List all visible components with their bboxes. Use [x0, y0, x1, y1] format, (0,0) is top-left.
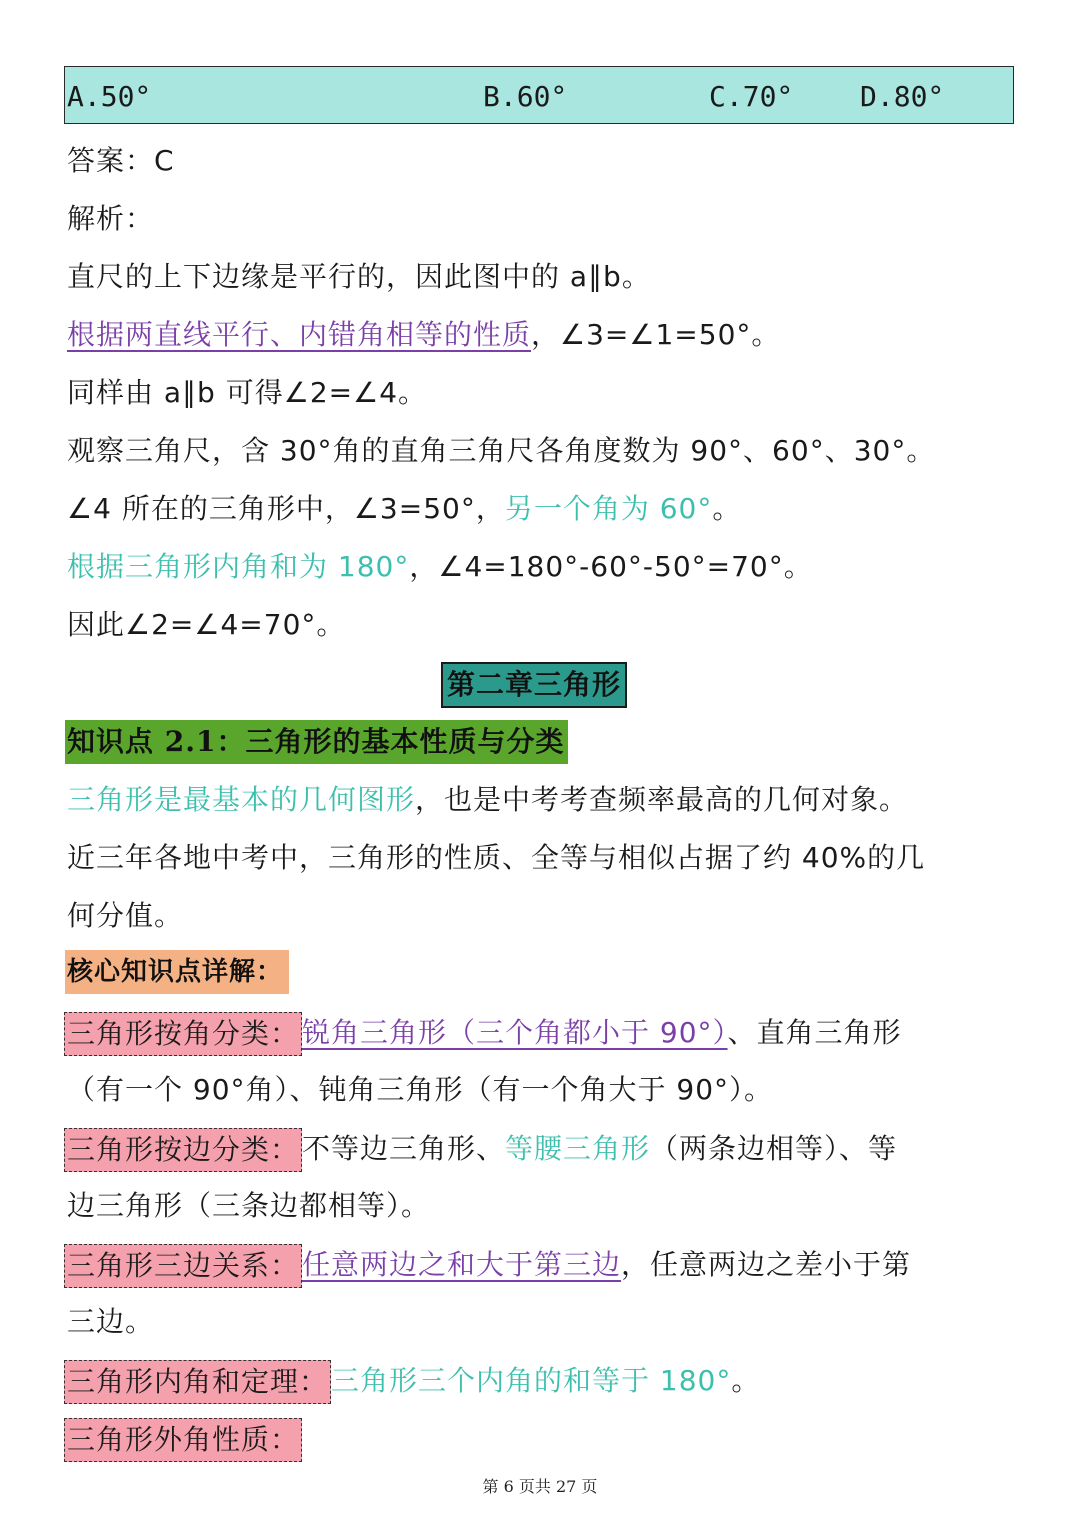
side-classification-b: （两条边相等）、等 — [650, 1132, 898, 1165]
angle-sum-text: 三角形三个内角的和等于 180° — [331, 1364, 732, 1397]
knowledge-point-title: 知识点 2.1：三角形的基本性质与分类 — [65, 720, 568, 764]
three-sides-relation — [67, 1244, 911, 1288]
analysis-line-7: 因此∠2=∠4=70°。 — [67, 608, 346, 641]
angle-sum-tag: 三角形内角和定理： — [64, 1360, 331, 1404]
angle-classification-rest: 、直角三角形 — [727, 1016, 902, 1049]
acute-triangle-text: 锐角三角形（三个角都小于 90°） — [302, 1016, 728, 1049]
core-knowledge-title: 核心知识点详解： — [65, 950, 289, 994]
answer-line: 答案：C — [67, 144, 175, 177]
analysis-label: 解析： — [67, 202, 155, 235]
angle-classification-tag: 三角形按角分类： — [64, 1012, 302, 1056]
angle-classification — [67, 1012, 902, 1056]
intro-highlight: 三角形是最基本的几何图形 — [67, 783, 416, 816]
angle-sum-theorem — [67, 1360, 760, 1404]
analysis-line-5-b: 。 — [712, 492, 742, 525]
side-classification — [67, 1128, 897, 1172]
option-a: A.50° — [67, 80, 152, 113]
chapter-title: 第二章三角形 — [441, 662, 627, 708]
triangle-inequality-text: 任意两边之和大于第三边 — [302, 1248, 622, 1281]
intro-line-2: 近三年各地中考中，三角形的性质、全等与相似占据了约 40%的几 — [67, 841, 926, 874]
intro-line-1-rest: ，也是中考考查频率最高的几何对象。 — [415, 783, 909, 816]
analysis-line-6-highlight: 根据三角形内角和为 180° — [67, 550, 410, 583]
analysis-line-2 — [67, 315, 780, 355]
analysis-line-5 — [67, 489, 741, 529]
parallel-property-text: 根据两直线平行、内错角相等的性质 — [67, 318, 532, 351]
exterior-angle-tag: 三角形外角性质： — [64, 1418, 302, 1462]
option-d: D.80° — [860, 80, 945, 113]
three-sides-tag: 三角形三边关系： — [64, 1244, 302, 1288]
analysis-line-6-rest: ，∠4=180°-60°-50°=70°。 — [409, 550, 813, 583]
analysis-line-4: 观察三角尺，含 30°角的直角三角尺各角度数为 90°、60°、30°。 — [67, 434, 936, 467]
analysis-line-5-a: ∠4 所在的三角形中，∠3=50°， — [67, 492, 505, 525]
intro-line-1 — [67, 780, 908, 820]
analysis-line-6 — [67, 547, 813, 587]
analysis-line-3: 同样由 a∥b 可得∠2=∠4。 — [67, 376, 428, 409]
options-box — [64, 66, 1014, 124]
side-classification-line-2: 边三角形（三条边都相等）。 — [67, 1189, 431, 1222]
three-sides-rest: ，任意两边之差小于第 — [621, 1248, 912, 1281]
exterior-angle-property — [67, 1418, 302, 1462]
angle-sum-rest: 。 — [731, 1364, 761, 1397]
page-footer: 第 6 页共 27 页 — [482, 1477, 598, 1496]
option-c: C.70° — [709, 80, 794, 113]
side-classification-a: 不等边三角形、 — [302, 1132, 506, 1165]
analysis-line-1: 直尺的上下边缘是平行的，因此图中的 a∥b。 — [67, 260, 651, 293]
analysis-line-5-highlight: 另一个角为 60° — [504, 492, 713, 525]
option-b: B.60° — [483, 80, 568, 113]
isosceles-text: 等腰三角形 — [505, 1132, 651, 1165]
intro-line-3: 何分值。 — [67, 899, 184, 932]
three-sides-line-2: 三边。 — [67, 1305, 155, 1338]
angle-classification-line-2: （有一个 90°角）、钝角三角形（有一个角大于 90°）。 — [67, 1073, 774, 1106]
analysis-line-2-rest: ，∠3=∠1=50°。 — [531, 318, 781, 351]
side-classification-tag: 三角形按边分类： — [64, 1128, 302, 1172]
